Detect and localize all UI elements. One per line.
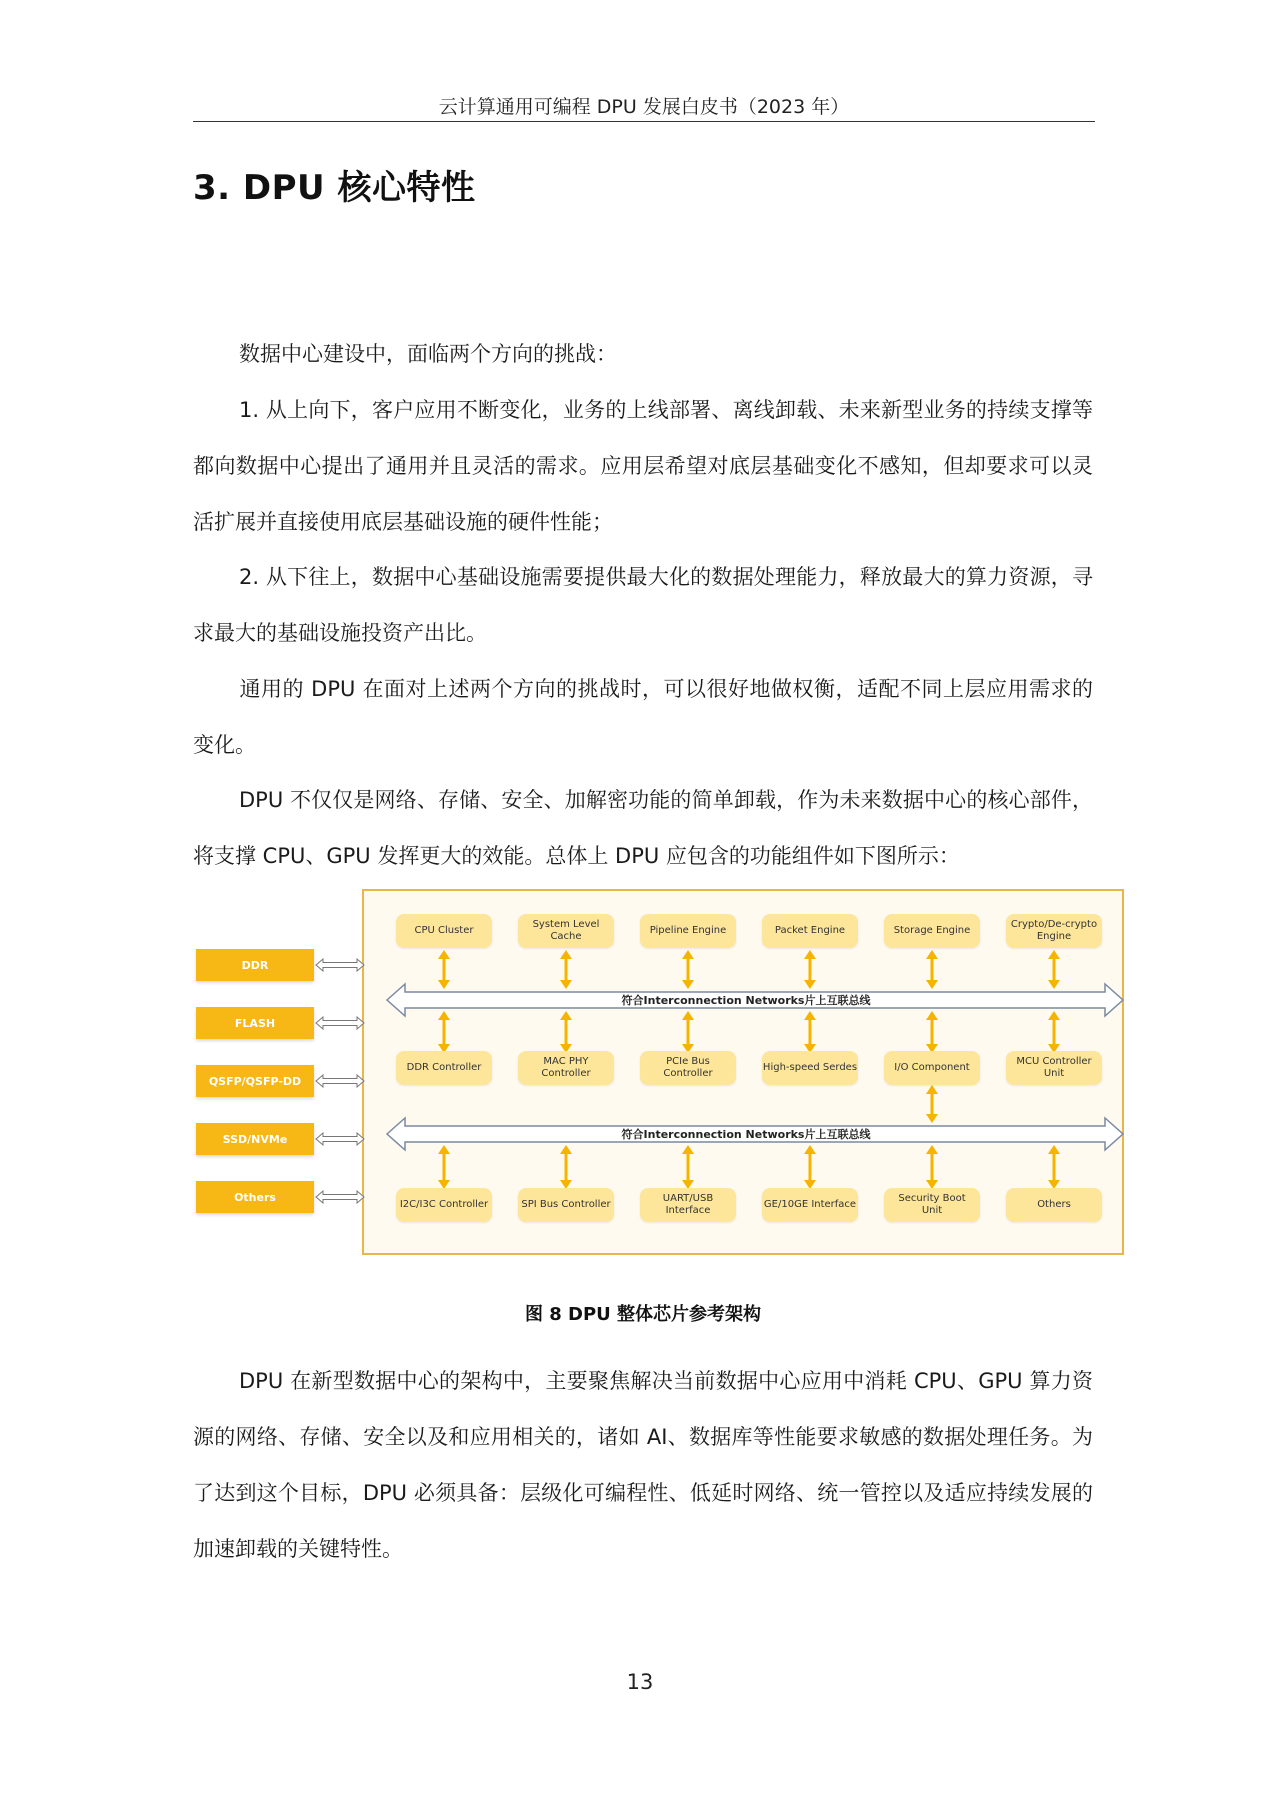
- paragraph-5: [193, 772, 1093, 884]
- figure-caption: 图 8 DPU 整体芯片参考架构: [524, 1304, 762, 1325]
- chip-spi-bus-controller: SPI Bus Controller: [518, 1188, 614, 1222]
- chip-mcu-controller-unit: MCU Controller Unit: [1006, 1051, 1102, 1085]
- chip-others: Others: [1006, 1188, 1102, 1222]
- chip-pipeline-engine: Pipeline Engine: [640, 914, 736, 948]
- paragraph-1: [193, 326, 1093, 382]
- side-box-qsfp: QSFP/QSFP-DD: [196, 1065, 314, 1097]
- paragraph-4-text: 通用的 DPU 在面对上述两个方向的挑战时，可以很好地做权衡，适配不同上层应用需求的变化。: [193, 677, 1093, 757]
- chip-system-level-cache: System Level Cache: [518, 914, 614, 948]
- chip-i2c-controller: I2C/I3C Controller: [396, 1188, 492, 1222]
- paragraph-3-text: 2. 从下往上，数据中心基础设施需要提供最大化的数据处理能力，释放最大的算力资源，寻求最大的基础设施投资产出比。: [193, 565, 1093, 645]
- chip-ge-interface: GE/10GE Interface: [762, 1188, 858, 1222]
- section-title: 3. DPU 核心特性: [193, 168, 476, 208]
- page-number: 13: [626, 1670, 654, 1694]
- row3-connectors: [438, 1145, 1060, 1189]
- paragraph-5-text: DPU 不仅仅是网络、存储、安全、加解密功能的简单卸载，作为未来数据中心的核心部件，将支撑 CPU、GPU 发挥更大的效能。总体上 DPU 应包含的功能组件如下图所示：: [193, 788, 1093, 868]
- chip-high-speed-serdes: High-speed Serdes: [762, 1051, 858, 1085]
- dpu-architecture-diagram: [193, 889, 1128, 1259]
- paragraph-2: [193, 382, 1093, 550]
- side-box-flash: FLASH: [196, 1007, 314, 1039]
- side-box-ssd: SSD/NVMe: [196, 1123, 314, 1155]
- side-box-ddr: DDR: [196, 949, 314, 981]
- chip-io-component: I/O Component: [884, 1051, 980, 1085]
- paragraph-2-text: 1. 从上向下，客户应用不断变化，业务的上线部署、离线卸载、未来新型业务的持续支撑等都向数据中心提出了通用并且灵活的需求。应用层希望对底层基础变化不感知，但却要求可以灵活扩展并直接使用底层基础设施的硬件性能；: [193, 398, 1093, 534]
- side-box-others: Others: [196, 1181, 314, 1213]
- row1-connectors: [438, 950, 1060, 989]
- paragraph-4: [193, 661, 1093, 773]
- header-rule: [193, 121, 1095, 122]
- bus-2-label: 符合Interconnection Networks片上互联总线: [621, 1128, 871, 1141]
- io-connector: [926, 1085, 938, 1123]
- chip-crypto-engine: Crypto/De-crypto Engine: [1006, 914, 1102, 948]
- chip-storage-engine: Storage Engine: [884, 914, 980, 948]
- chip-ddr-controller: DDR Controller: [396, 1051, 492, 1085]
- paragraph-6: [193, 1353, 1093, 1577]
- running-header: 云计算通用可编程 DPU 发展白皮书（2023 年）: [438, 96, 850, 118]
- paragraph-6-text: DPU 在新型数据中心的架构中，主要聚焦解决当前数据中心应用中消耗 CPU、GPU 算力资源的网络、存储、安全以及和应用相关的，诸如 AI、数据库等性能要求敏感的数据处理任务。为了达到这个目标，DPU 必须具备：层级化可编程性、低延时网络、统一管控以及适应持续发展的加速卸载的关键特性。: [193, 1369, 1093, 1561]
- paragraph-3: [193, 549, 1093, 661]
- chip-packet-engine: Packet Engine: [762, 914, 858, 948]
- chip-mac-phy-controller: MAC PHY Controller: [518, 1051, 614, 1085]
- chip-pcie-bus-controller: PCIe Bus Controller: [640, 1051, 736, 1085]
- chip-security-boot-unit: Security Boot Unit: [884, 1188, 980, 1222]
- chip-uart-usb-interface: UART/USB Interface: [640, 1188, 736, 1222]
- paragraph-1-text: 数据中心建设中，面临两个方向的挑战：: [239, 342, 617, 366]
- bus-1-label: 符合Interconnection Networks片上互联总线: [621, 994, 871, 1007]
- chip-cpu-cluster: CPU Cluster: [396, 914, 492, 948]
- row2-connectors: [438, 1011, 1060, 1053]
